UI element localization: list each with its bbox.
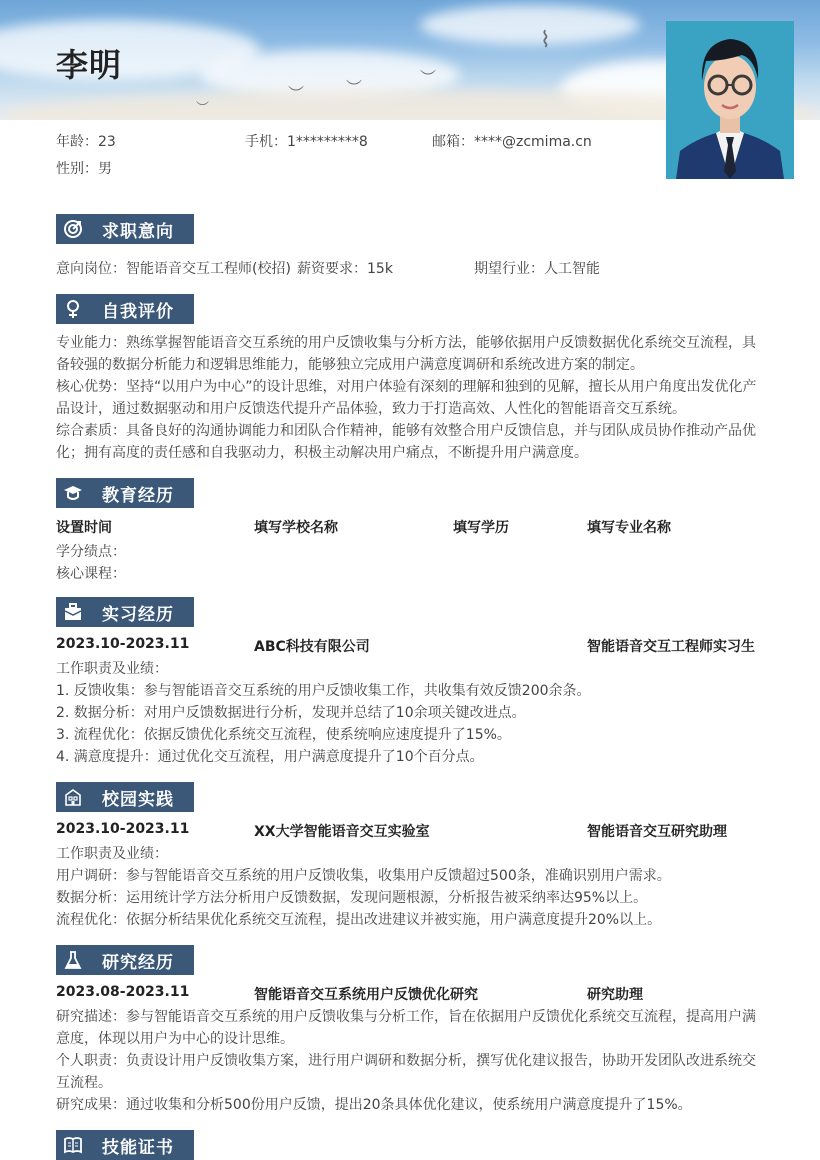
building-icon	[58, 782, 88, 812]
internship-line: 2. 数据分析：对用户反馈数据进行分析，发现并总结了10余项关键改进点。	[56, 705, 526, 721]
section-header-internship	[56, 597, 194, 627]
section-title: 校园实践	[102, 789, 174, 810]
internship-time: 2023.10-2023.11	[56, 636, 190, 652]
candidate-name: 李明	[56, 46, 123, 84]
profile-photo	[666, 21, 794, 179]
research-project: 智能语音交互系统用户反馈优化研究	[254, 987, 478, 1003]
intent-position: 意向岗位：智能语音交互工程师(校招)	[56, 261, 291, 277]
education-degree: 填写学历	[453, 520, 509, 536]
bird-icon: ︶	[420, 68, 437, 87]
campus-role: 智能语音交互研究助理	[587, 824, 727, 840]
section-header-education	[56, 478, 194, 508]
section-title: 实习经历	[102, 604, 174, 625]
education-row	[56, 517, 768, 537]
self-eval-advantage: 核心优势：坚持“以用户为中心”的设计思维，对用户体验有深刻的理解和独到的见解，擅长从用户角度出发优化产品设计，通过数据驱动和用户反馈迭代提升产品体验，致力于打造高效、人性化的智能语音交互系统。	[56, 379, 757, 417]
research-row	[56, 984, 768, 1004]
intent-salary: 薪资要求：15k	[297, 261, 393, 277]
graduation-cap-icon	[58, 478, 88, 508]
bird-icon: ︶	[346, 78, 363, 97]
education-courses: 核心课程：	[56, 566, 126, 582]
intent-industry: 期望行业：人工智能	[474, 261, 600, 277]
research-time: 2023.08-2023.11	[56, 984, 190, 1000]
target-icon	[58, 214, 88, 244]
self-eval-quality: 综合素质：具备良好的沟通协调能力和团队合作精神，能够有效整合用户反馈信息，并与团队成员协作推动产品优化；拥有高度的责任感和自我驱动力，积极主动解决用户痛点，不断提升用户满意度。	[56, 423, 756, 461]
section-title: 自我评价	[102, 301, 174, 322]
campus-line: 用户调研：参与智能语音交互系统的用户反馈收集，收集用户反馈超过500条，准确识别用户需求。	[56, 868, 671, 884]
section-header-intent	[56, 214, 194, 244]
education-gpa: 学分绩点：	[56, 544, 126, 560]
bird-icon: ⌇	[540, 28, 551, 53]
internship-line: 工作职责及业绩：	[56, 661, 168, 677]
campus-line: 数据分析：运用统计学方法分析用户反馈数据，发现问题根源，分析报告被采纳率达95%以上。	[56, 890, 648, 906]
section-title: 求职意向	[102, 221, 174, 242]
section-title: 研究经历	[102, 952, 174, 973]
internship-company: ABC科技有限公司	[254, 639, 370, 655]
education-school: 填写学校名称	[254, 520, 338, 536]
bird-icon: ︶	[196, 101, 210, 116]
briefcase-icon	[58, 597, 88, 627]
research-description: 研究描述：参与智能语音交互系统的用户反馈收集与分析工作，旨在依据用户反馈优化系统交互流程，提高用户满意度，体现以用户为中心的设计思维。	[56, 1009, 756, 1047]
campus-line: 工作职责及业绩：	[56, 846, 168, 862]
education-major: 填写专业名称	[587, 520, 671, 536]
section-header-self	[56, 294, 194, 324]
section-header-research	[56, 945, 194, 975]
gender-field: 性别：男	[56, 161, 112, 177]
campus-line: 流程优化：依据分析结果优化系统交互流程，提出改进建议并被实施，用户满意度提升20%以上。	[56, 912, 662, 928]
bird-icon: ︶	[288, 84, 305, 103]
self-eval-professional: 专业能力：熟练掌握智能语音交互系统的用户反馈收集与分析方法，能够依据用户反馈数据优化系统交互流程，具备较强的数据分析能力和逻辑思维能力，能够独立完成用户满意度调研和系统改进方案的制定。	[56, 335, 756, 373]
age-field: 年龄：23	[56, 134, 116, 150]
internship-line: 4. 满意度提升：通过优化交互流程，用户满意度提升了10个百分点。	[56, 749, 484, 765]
section-title: 技能证书	[102, 1137, 174, 1158]
section-header-skills	[56, 1130, 194, 1160]
research-duty: 个人职责：负责设计用户反馈收集方案，进行用户调研和数据分析，撰写优化建议报告，协助开发团队改进系统交互流程。	[56, 1053, 756, 1091]
internship-line: 3. 流程优化：依据反馈优化系统交互流程，使系统响应速度提升了15%。	[56, 727, 511, 743]
email-field: 邮箱：****@zcmima.cn	[432, 134, 592, 150]
phone-field: 手机：1*********8	[245, 134, 368, 150]
section-title: 教育经历	[102, 485, 174, 506]
campus-org: XX大学智能语音交互实验室	[254, 824, 430, 840]
book-icon	[58, 1130, 88, 1160]
internship-role: 智能语音交互工程师实习生	[587, 639, 755, 655]
flower-icon	[58, 294, 88, 324]
internship-row	[56, 636, 768, 656]
flask-icon	[58, 945, 88, 975]
research-role: 研究助理	[587, 987, 643, 1003]
research-result: 研究成果：通过收集和分析500份用户反馈，提出20条具体优化建议，使系统用户满意度提升了15%。	[56, 1097, 692, 1113]
section-header-campus	[56, 782, 194, 812]
campus-time: 2023.10-2023.11	[56, 821, 190, 837]
internship-line: 1. 反馈收集：参与智能语音交互系统的用户反馈收集工作，共收集有效反馈200余条。	[56, 683, 591, 699]
campus-row	[56, 821, 768, 841]
education-time: 设置时间	[56, 520, 112, 536]
